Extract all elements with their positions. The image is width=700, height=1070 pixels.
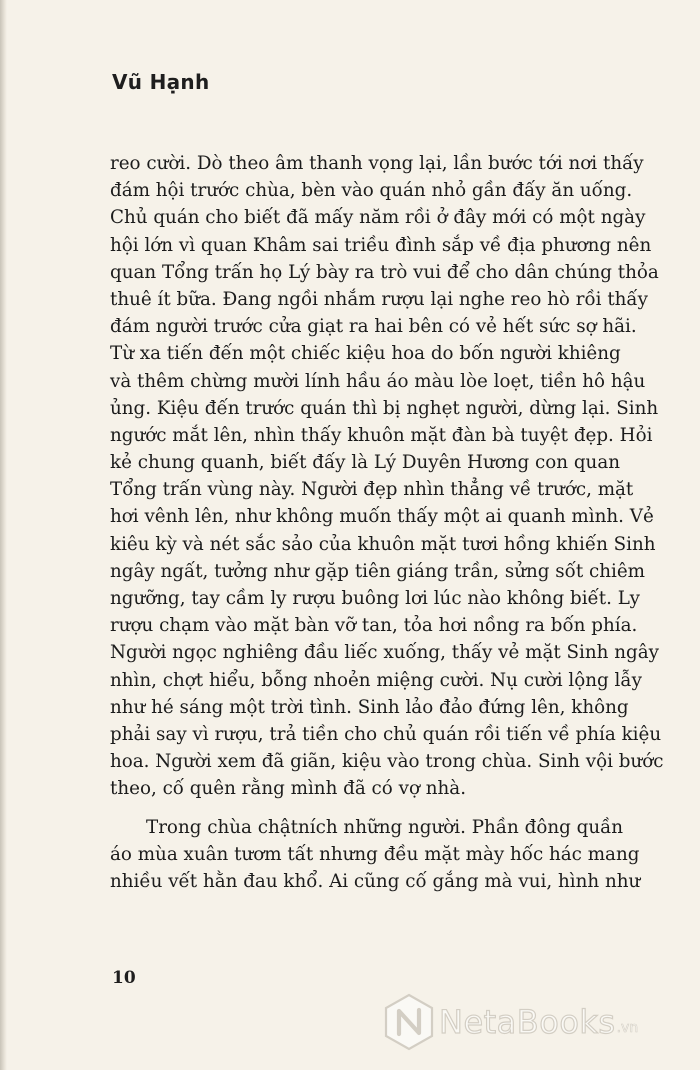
paragraph	[110, 814, 678, 896]
text-line: phải say vì rượu, trả tiền cho chủ quán rồi tiến về phía kiệu	[110, 723, 662, 745]
text-line: đám hội trước chùa, bèn vào quán nhỏ gần đấy ăn uống.	[110, 180, 633, 202]
text-line: kiêu kỳ và nét sắc sảo của khuôn mặt tươi hồng khiến Sinh	[110, 533, 656, 555]
text-line: Trong chùa chậtních những người. Phần đông quần	[146, 816, 624, 838]
text-line: nhiều vết hằn đau khổ. Ai cũng cố gắng mà vui, hình như	[110, 870, 641, 892]
text-line: rượu chạm vào mặt bàn vỡ tan, tỏa hơi nồng ra bốn phía.	[110, 615, 638, 637]
text-line: kẻ chung quanh, biết đấy là Lý Duyên Hương con quan	[110, 452, 620, 474]
text-line: ngước mắt lên, nhìn thấy khuôn mặt đàn bà tuyệt đẹp. Hỏi	[110, 424, 653, 446]
text-line: Người ngọc nghiêng đầu liếc xuống, thấy vẻ mặt Sinh ngây	[110, 642, 659, 664]
text-line: ngưỡng, tay cầm ly rượu buông lơi lúc nào không biết. Ly	[110, 588, 640, 609]
text-line: hơi vênh lên, như không muốn thấy một ai quanh mình. Vẻ	[110, 506, 654, 528]
text-line: đám người trước cửa giạt ra hai bên có vẻ hết sức sợ hãi.	[110, 316, 637, 338]
text-line: theo, cố quên rằng mình đã có vợ nhà.	[110, 778, 467, 800]
text-line: và thêm chừng mười lính hầu áo màu lòe loẹt, tiền hô hậu	[110, 370, 646, 392]
watermark-text: NetaBooks	[439, 1003, 616, 1041]
watermark-suffix: .vn	[616, 1020, 639, 1036]
text-line: hoa. Người xem đã giãn, kiệu vào trong chùa. Sinh vội bước	[110, 751, 664, 773]
page-spine-shadow	[0, 0, 7, 1070]
text-line: ủng. Kiệu đến trước quán thì bị nghẹt người, dừng lại. Sinh	[110, 397, 659, 419]
text-line: như hé sáng một trời tình. Sinh lảo đảo đứng lên, không	[110, 696, 629, 718]
page-number: 10	[112, 968, 136, 988]
text-line: Chủ quán cho biết đã mấy năm rồi ở đây mới có một ngày	[110, 207, 646, 229]
text-line: Tổng trấn vùng này. Người đẹp nhìn thẳng về trước, mặt	[110, 479, 634, 501]
text-line: áo mùa xuân tươm tất nhưng đều mặt mày hốc hác mang	[110, 843, 640, 865]
netabooks-logo-icon	[383, 992, 435, 1052]
text-line: Từ xa tiến đến một chiếc kiệu hoa do bốn người khiêng	[110, 343, 621, 365]
text-line: thuê ít bữa. Đang ngồi nhắm rượu lại nghe reo hò rồi thấy	[110, 288, 648, 310]
text-line: nhìn, chợt hiểu, bỗng nhoẻn miệng cười. Nụ cười lộng lẫy	[110, 669, 642, 691]
text-line: ngây ngất, tưởng như gặp tiên giáng trần, sửng sốt chiêm	[110, 560, 646, 582]
text-line: hội lớn vì quan Khâm sai triều đình sắp về địa phương nên	[110, 234, 652, 256]
watermark	[383, 992, 638, 1052]
text-line: reo cười. Dò theo âm thanh vọng lại, lần bước tới nơi thấy	[110, 153, 644, 174]
paragraph	[110, 150, 678, 803]
paragraph-gap	[110, 803, 678, 814]
text-line: quan Tổng trấn họ Lý bày ra trò vui để cho dân chúng thỏa	[110, 261, 659, 283]
running-header-author: Vũ Hạnh	[112, 70, 210, 94]
body-text	[110, 150, 678, 895]
